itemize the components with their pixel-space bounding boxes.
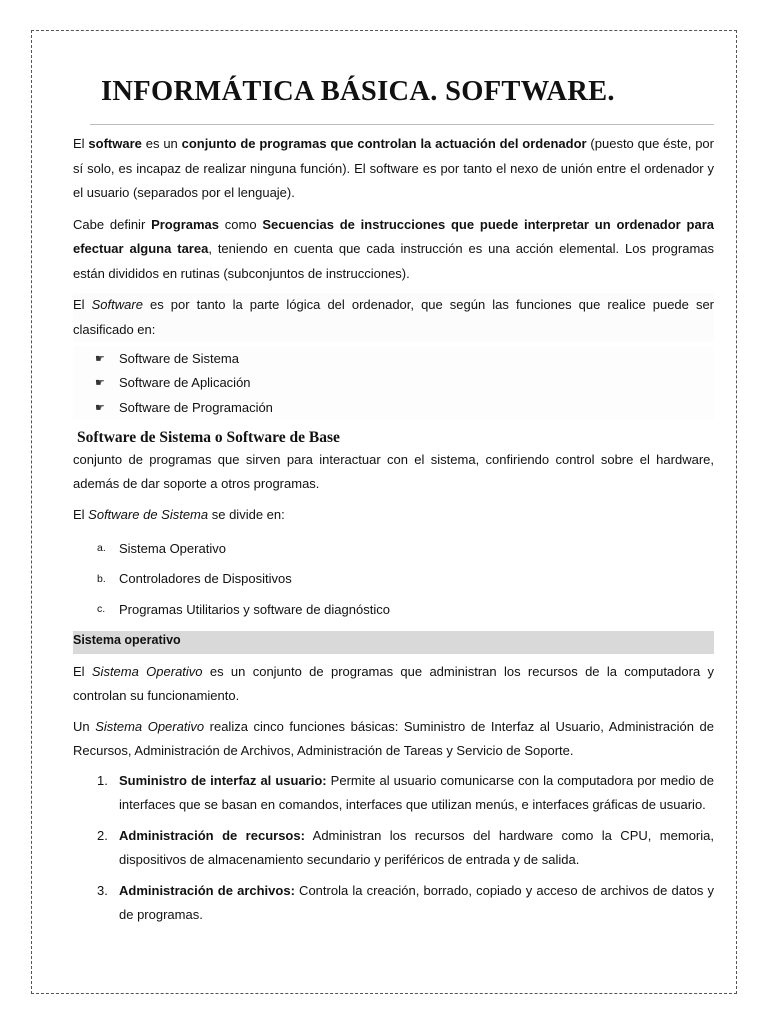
section-heading: Software de Sistema o Software de Base (77, 428, 340, 446)
paragraph-system-software: conjunto de programas que sirven para interactuar con el sistema, confiriendo control sobre el hardware, además de dar soporte a otros programas. (73, 451, 714, 491)
paragraph-programas-definition: Cabe definir Programas como Secuencias de instrucciones que puede interpretar un ordenador para efectuar alguna tarea, teniendo en cuenta que cada instrucción es una acción elemental. Los programas están divididos en rutinas (subconjuntos de instrucciones). (73, 216, 714, 281)
shaded-heading: Sistema operativo (73, 631, 714, 654)
list-item: ☛ Software de Sistema (95, 350, 239, 366)
paragraph-os-functions: Un Sistema Operativo realiza cinco funciones básicas: Suministro de Interfaz al Usuario, Administración de Recursos, Administración de Archivos, Administración de Tareas y Servicio de Soporte. (73, 718, 714, 758)
paragraph-classification: El Software es por tanto la parte lógica del ordenador, que según las funciones que realice puede ser clasificado en: (73, 293, 714, 342)
os-functions-list (73, 769, 714, 928)
software-types-list (73, 346, 714, 420)
paragraph-os-definition: El Sistema Operativo es un conjunto de programas que administran los recursos de la computadora y controlan su funcionamiento. (73, 663, 715, 703)
list-item: 3. Administración de archivos: Controla la creación, borrado, copiado y acceso de archivos de datos y de programas. (97, 882, 714, 922)
list-item: 2. Administración de recursos: Administran los recursos del hardware como la CPU, memoria, dispositivos de almacenamiento secundario y periféricos de entrada y de salida. (97, 827, 714, 867)
list-item: ☛ Software de Programación (95, 399, 273, 415)
title-rule (90, 124, 714, 125)
list-item: a. Sistema Operativo (97, 540, 226, 556)
system-software-list (73, 533, 714, 625)
pointing-hand-icon: ☛ (95, 352, 105, 365)
document-body (73, 74, 714, 934)
list-item: c. Programas Utilitarios y software de diagnóstico (97, 601, 390, 617)
paragraph-software-definition: El software es un conjunto de programas que controlan la actuación del ordenador (puesto que éste, por sí solo, es incapaz de realizar ninguna función). El software es por tanto el nexo de unión entre el ordenador y el usuario (separados por el lenguaje). (73, 136, 714, 200)
document-title: INFORMÁTICA BÁSICA. SOFTWARE. (101, 76, 615, 107)
pointing-hand-icon: ☛ (95, 377, 105, 390)
list-item: 1. Suministro de interfaz al usuario: Permite al usuario comunicarse con la computadora por medio de interfaces que se basan en comandos, interfaces que utilizan menús, e interfaces gráficas de usuario. (97, 772, 714, 812)
list-item: ☛ Software de Aplicación (95, 375, 251, 391)
pointing-hand-icon: ☛ (95, 401, 105, 414)
list-item: b. Controladores de Dispositivos (97, 571, 292, 587)
paragraph-divides: El Software de Sistema se divide en: (73, 506, 285, 522)
